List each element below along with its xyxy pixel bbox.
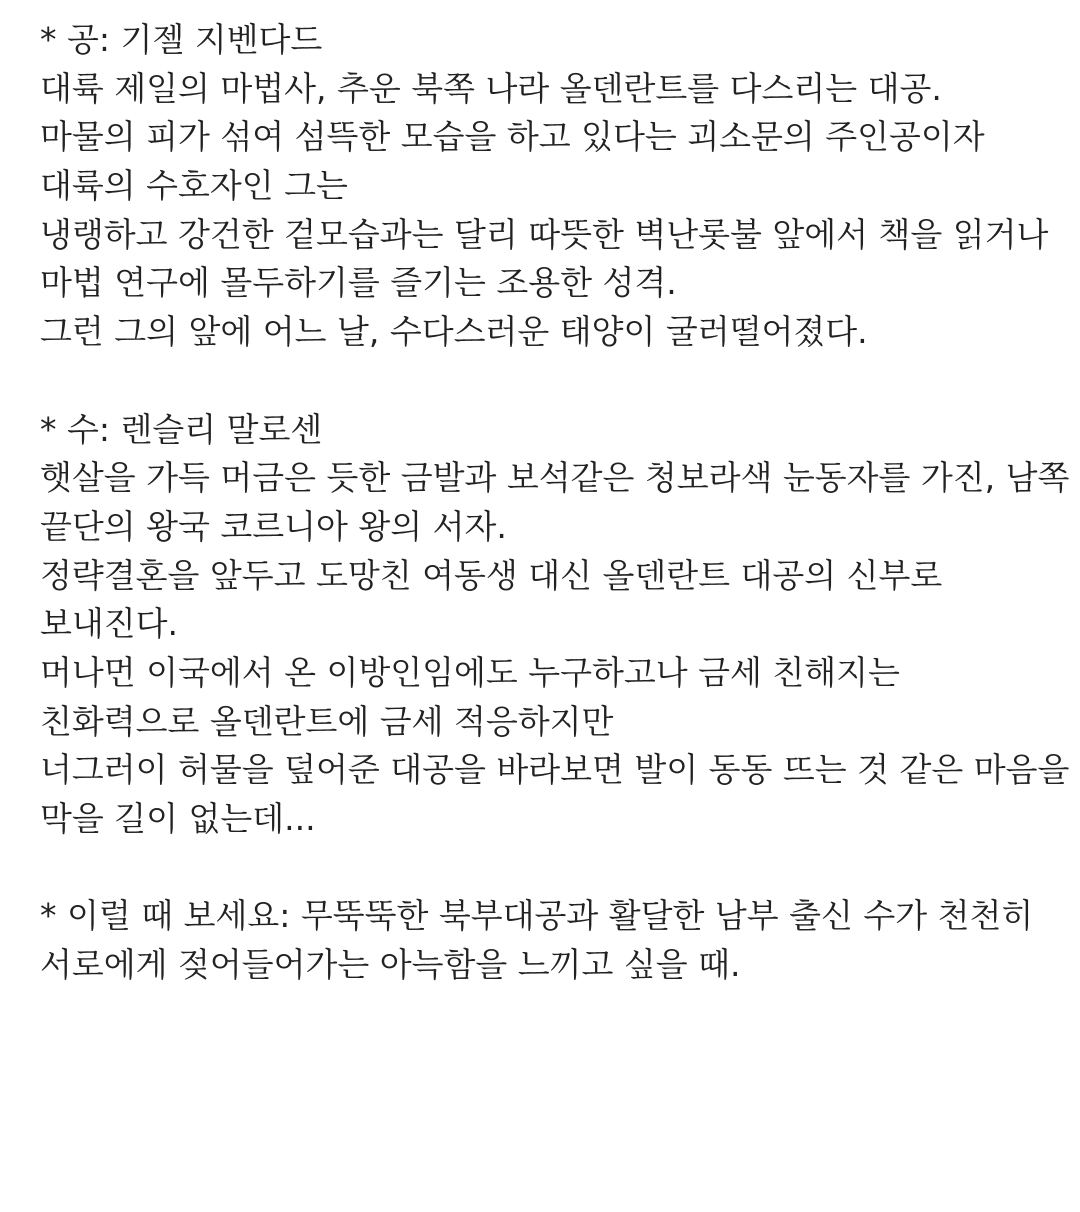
su-line: 끝단의 왕국 코르니아 왕의 서자. — [40, 506, 507, 546]
su-line: 머나먼 이국에서 온 이방인임에도 누구하고나 금세 친해지는 — [40, 652, 900, 692]
gong-line: 냉랭하고 강건한 겉모습과는 달리 따뜻한 벽난롯불 앞에서 책을 읽거나 — [40, 214, 1049, 254]
su-line: 정략결혼을 앞두고 도망친 여동생 대신 올덴란트 대공의 신부로 — [40, 555, 943, 595]
gong-line: 마법 연구에 몰두하기를 즐기는 조용한 성격. — [40, 263, 677, 303]
su-line: 너그러이 허물을 덮어준 대공을 바라보면 발이 동동 뜨는 것 같은 마음을 — [40, 750, 1070, 790]
su-line: 막을 길이 없는데... — [40, 799, 316, 838]
gong-line: 그런 그의 앞에 어느 날, 수다스러운 태양이 굴러떨어졌다. — [40, 312, 868, 352]
section-recommendation — [40, 892, 1060, 989]
gong-heading: * 공: 기젤 지벤다드 — [40, 20, 323, 59]
gong-line: 대륙의 수호자인 그는 — [40, 166, 348, 206]
su-heading: * 수: 렌슬리 말로센 — [40, 409, 323, 449]
su-line: 친화력으로 올덴란트에 금세 적응하지만 — [40, 701, 614, 741]
recommendation-heading: * 이럴 때 보세요: 무뚝뚝한 북부대공과 활달한 남부 출신 수가 천천히 — [40, 896, 1034, 936]
su-line: 햇살을 가득 머금은 듯한 금발과 보석같은 청보라색 눈동자를 가진, 남쪽 — [40, 458, 1070, 498]
section-gong — [40, 16, 1060, 357]
section-su — [40, 406, 1070, 844]
gong-line: 마물의 피가 섞여 섬뜩한 모습을 하고 있다는 괴소문의 주인공이자 — [40, 117, 985, 157]
su-line: 보내진다. — [40, 604, 179, 644]
recommendation-line: 서로에게 젖어들어가는 아늑함을 느끼고 싶을 때. — [40, 945, 741, 985]
gong-line: 대륙 제일의 마법사, 추운 북쪽 나라 올덴란트를 다스리는 대공. — [40, 68, 942, 108]
section-spacer — [40, 844, 1060, 893]
section-spacer — [40, 357, 1060, 406]
